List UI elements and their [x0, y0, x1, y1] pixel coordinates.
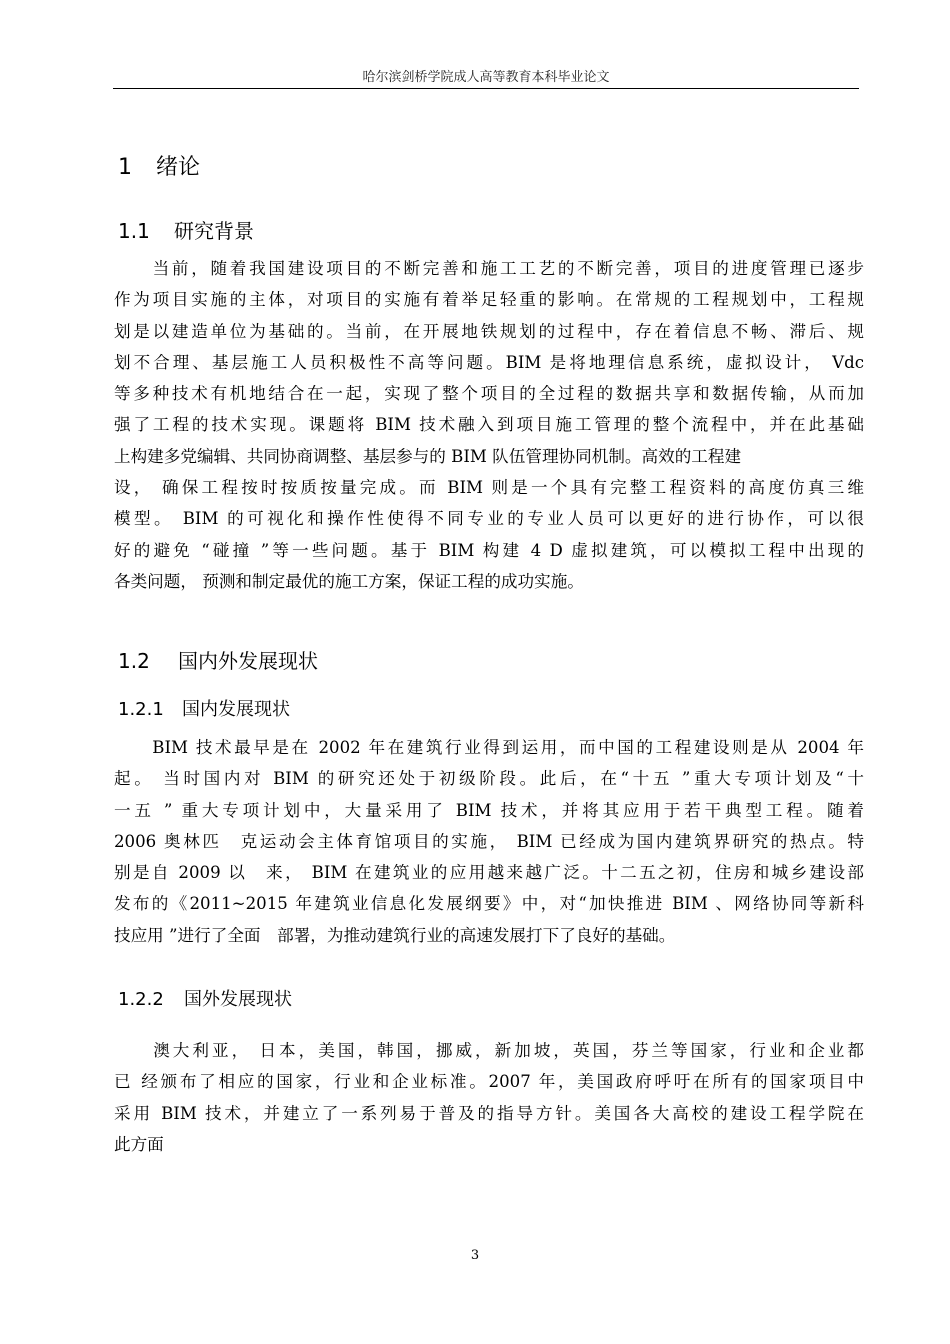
subsection-title: 国外发展现状 [184, 989, 292, 1010]
paragraph-line: 强了工程的技术实现。课题将 BIM 技术融入到项目施工管理的整个流程中，并在此基础 [114, 415, 864, 435]
paragraph-foreign-status [114, 1035, 864, 1160]
paragraph-line: 各类问题， 预测和制定最优的施工方案，保证工程的成功实施。 [114, 571, 584, 591]
section-title: 国内外发展现状 [178, 649, 318, 673]
paragraph-line: 已 经颁布了相应的国家，行业和企业标准。2007 年，美国政府呼吁在所有的国家项目中 [114, 1072, 864, 1092]
header-rule [113, 88, 859, 89]
paragraph-line: 起。 当时国内对 BIM 的研究还处于初级阶段。此后，在“十五 ”重大专项计划及“十 [114, 769, 864, 789]
paragraph-line: 好的避免 “碰撞 ”等一些问题。基于 BIM 构建 4 D 虚拟建筑，可以模拟工程中出现的 [114, 540, 864, 560]
paragraph-line: 划不合理、基层施工人员积极性不高等问题。BIM 是将地理信息系统，虚拟设计， Vdc [114, 352, 864, 372]
chapter-title: 绪论 [156, 155, 201, 180]
subsection-number: 1.2.2 [118, 989, 164, 1010]
subsection-title: 国内发展现状 [182, 699, 290, 720]
paragraph-domestic-status [114, 732, 864, 951]
paragraph-line: 技应用 ”进行了全面 部署，为推动建筑行业的高速发展打下了良好的基础。 [114, 925, 676, 945]
page-header: 哈尔滨剑桥学院成人高等教育本科毕业论文 [362, 70, 610, 85]
chapter-heading [118, 150, 200, 181]
page-number: 3 [470, 1248, 480, 1263]
paragraph-line: 设， 确保工程按时按质按量完成。而 BIM 则是一个具有完整工程资料的高度仿真三维 [114, 478, 864, 498]
paragraph-line: 等多种技术有机地结合在一起，实现了整个项目的全过程的数据共享和数据传输，从而加 [114, 384, 864, 404]
paragraph-line: 别是自 2009 以 来， BIM 在建筑业的应用越来越广泛。十二五之初，住房和城乡建设部 [114, 863, 864, 883]
paragraph-line: 澳大利亚， 日本，美国，韩国，挪威，新加坡，英国，芬兰等国家，行业和企业都 [114, 1041, 864, 1060]
paragraph-line: 当前，随着我国建设项目的不断完善和施工工艺的不断完善，项目的进度管理已逐步 [114, 259, 864, 278]
subsection-heading-1-2-1 [118, 695, 290, 721]
paragraph-line: 发布的《2011~2015 年建筑业信息化发展纲要》中，对“加快推进 BIM 、网络协同等新科 [114, 894, 864, 914]
chapter-number: 1 [118, 155, 132, 180]
paragraph-line: 上构建多党编辑、共同协商调整、基层参与的 BIM 队伍管理协同机制。高效的工程建 [114, 446, 742, 466]
paragraph-line: 作为项目实施的主体，对项目的实施有着举足轻重的影响。在常规的工程规划中，工程规 [114, 290, 864, 310]
paragraph-line: 模型。 BIM 的可视化和操作性使得不同专业的专业人员可以更好的进行协作，可以很 [114, 509, 864, 529]
subsection-number: 1.2.1 [118, 699, 164, 720]
section-number: 1.2 [118, 649, 150, 673]
paragraph-research-background [114, 253, 864, 597]
paragraph-line: 划是以建造单位为基础的。当前，在开展地铁规划的过程中，存在着信息不畅、滞后、规 [114, 321, 864, 341]
paragraph-line: 一五 ” 重大专项计划中，大量采用了 BIM 技术，并将其应用于若干典型工程。随着 [114, 800, 864, 820]
paragraph-line: 采用 BIM 技术，并建立了一系列易于普及的指导方针。美国各大高校的建设工程学院在 [114, 1103, 864, 1123]
paragraph-line: 此方面 [114, 1134, 164, 1154]
section-heading-1-2 [118, 645, 318, 674]
section-title: 研究背景 [174, 219, 254, 243]
paragraph-line: BIM 技术最早是在 2002 年在建筑行业得到运用，而中国的工程建设则是从 2004 年 [114, 738, 864, 757]
subsection-heading-1-2-2 [118, 985, 292, 1011]
section-number: 1.1 [118, 219, 150, 243]
section-heading-1-1 [118, 215, 254, 244]
paragraph-line: 2006 奥林匹 克运动会主体育馆项目的实施， BIM 已经成为国内建筑界研究的热点。特 [114, 831, 864, 851]
